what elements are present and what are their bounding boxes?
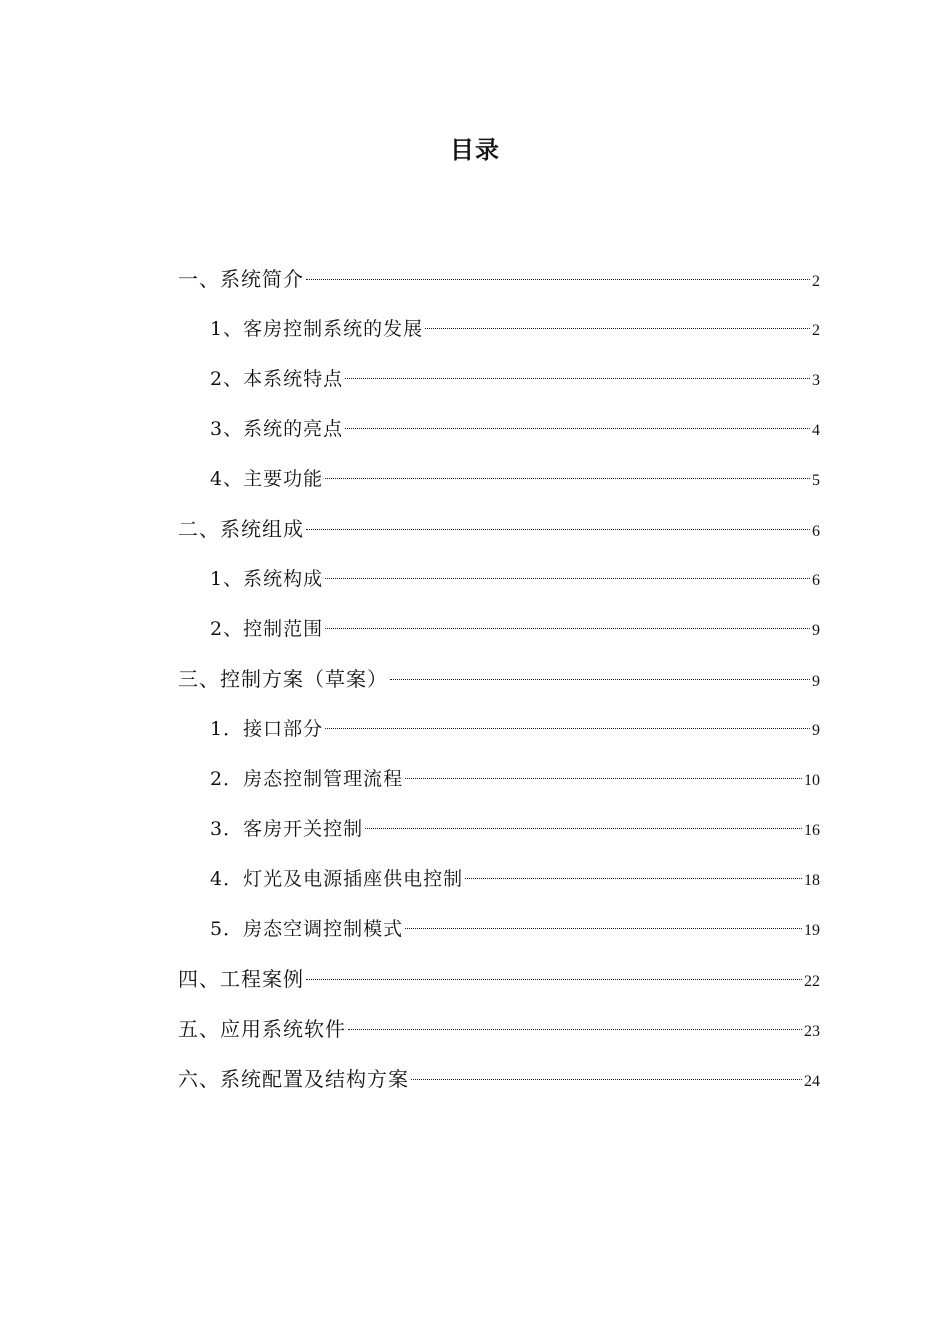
toc-entry-label: 3、系统的亮点	[210, 418, 344, 440]
toc-dot-leader	[405, 778, 802, 779]
toc-subsection-entry[interactable]	[178, 912, 820, 962]
toc-page-number: 6	[812, 572, 820, 589]
toc-entry-label: 1、系统构成	[210, 568, 324, 590]
toc-page-number: 4	[812, 422, 820, 439]
toc-section-entry[interactable]	[178, 512, 820, 562]
toc-entry-label: 四、工程案例	[178, 967, 304, 991]
toc-page-number: 22	[804, 973, 820, 990]
toc-subsection-entry[interactable]	[178, 712, 820, 762]
toc-entry-label: 三、控制方案（草案）	[178, 667, 388, 691]
toc-dot-leader	[465, 878, 802, 879]
toc-page-number: 9	[812, 722, 820, 739]
toc-subsection-entry[interactable]	[178, 562, 820, 612]
toc-dot-leader	[345, 378, 810, 379]
toc-dot-leader	[325, 578, 810, 579]
toc-subsection-entry[interactable]	[178, 812, 820, 862]
toc-entry-label: 2、控制范围	[210, 618, 324, 640]
toc-subsection-entry[interactable]	[178, 412, 820, 462]
toc-dot-leader	[306, 979, 802, 980]
toc-page-number: 9	[812, 673, 820, 690]
toc-subsection-entry[interactable]	[178, 312, 820, 362]
toc-entry-label: 3．客房开关控制	[210, 818, 364, 840]
toc-entry-label: 1、客房控制系统的发展	[210, 318, 424, 340]
toc-dot-leader	[325, 728, 810, 729]
toc-subsection-entry[interactable]	[178, 462, 820, 512]
toc-page-number: 3	[812, 372, 820, 389]
toc-subsection-entry[interactable]	[178, 862, 820, 912]
toc-page-number: 5	[812, 472, 820, 489]
toc-dot-leader	[306, 529, 810, 530]
toc-page-number: 10	[804, 772, 820, 789]
toc-page-number: 19	[804, 922, 820, 939]
toc-section-entry[interactable]	[178, 1062, 820, 1112]
toc-entry-label: 1．接口部分	[210, 718, 324, 740]
page-title: 目录	[450, 135, 500, 164]
toc-dot-leader	[345, 428, 810, 429]
toc-page-number: 2	[812, 322, 820, 339]
toc-section-entry[interactable]	[178, 962, 820, 1012]
toc-page-number: 6	[812, 523, 820, 540]
toc-dot-leader	[425, 328, 810, 329]
toc-dot-leader	[325, 628, 810, 629]
toc-page-number: 9	[812, 622, 820, 639]
toc-subsection-entry[interactable]	[178, 362, 820, 412]
toc-section-entry[interactable]	[178, 262, 820, 312]
toc-entry-label: 五、应用系统软件	[178, 1017, 346, 1041]
toc-dot-leader	[348, 1029, 802, 1030]
toc-entry-label: 4、主要功能	[210, 468, 324, 490]
toc-page-number: 23	[804, 1023, 820, 1040]
toc-entry-label: 二、系统组成	[178, 517, 304, 541]
toc-subsection-entry[interactable]	[178, 612, 820, 662]
toc-entry-label: 5．房态空调控制模式	[210, 918, 404, 940]
table-of-contents	[178, 262, 820, 1112]
toc-page-number: 2	[812, 273, 820, 290]
toc-dot-leader	[405, 928, 802, 929]
toc-page-number: 24	[804, 1073, 820, 1090]
toc-section-entry[interactable]	[178, 662, 820, 712]
toc-dot-leader	[365, 828, 802, 829]
toc-page-number: 16	[804, 822, 820, 839]
toc-section-entry[interactable]	[178, 1012, 820, 1062]
toc-dot-leader	[325, 478, 810, 479]
toc-entry-label: 六、系统配置及结构方案	[178, 1067, 409, 1091]
toc-entry-label: 一、系统简介	[178, 267, 304, 291]
toc-dot-leader	[390, 679, 810, 680]
toc-entry-label: 2．房态控制管理流程	[210, 768, 404, 790]
toc-dot-leader	[306, 279, 810, 280]
toc-entry-label: 4．灯光及电源插座供电控制	[210, 868, 464, 890]
toc-dot-leader	[411, 1079, 802, 1080]
toc-subsection-entry[interactable]	[178, 762, 820, 812]
toc-entry-label: 2、本系统特点	[210, 368, 344, 390]
toc-page-number: 18	[804, 872, 820, 889]
